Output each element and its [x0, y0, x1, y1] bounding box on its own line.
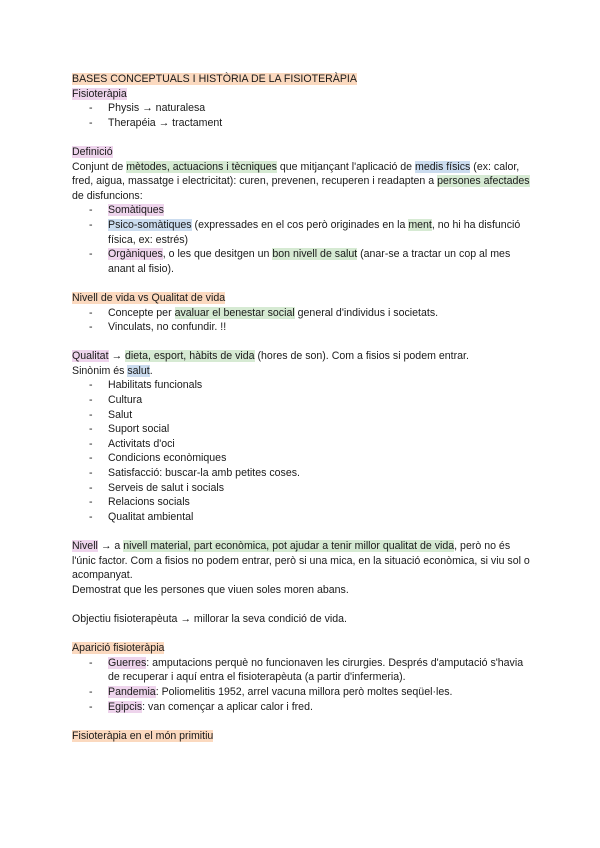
list-item: - Psico-somàtiques (expressades en el cos però originades en la ment, no hi ha disfunció física, ex: estrés)	[72, 218, 534, 247]
fisio-heading: Fisioteràpia	[72, 87, 127, 100]
list-item: - Qualitat ambiental	[72, 510, 534, 525]
list-item: - Concepte per avaluar el benestar social general d'individus i societats.	[72, 306, 534, 321]
definicio-paragraph: Conjunt de mètodes, actuacions i tècniques que mitjançant l'aplicació de medis físics (ex: calor, fred, aigua, massatge i electricitat): curen, prevenen, recuperen i readapten a persones afectades de disfuncions:	[72, 160, 530, 202]
list-item: - Activitats d'oci	[72, 437, 534, 452]
list-item: - Somàtiques	[72, 203, 534, 218]
list-item: - Habilitats funcionals	[72, 378, 534, 393]
nivell-vs-heading: Nivell de vida vs Qualitat de vida	[72, 291, 226, 304]
list-item: - Therapéia → tractament	[72, 116, 534, 131]
list-item: - Condicions econòmiques	[72, 451, 534, 466]
list-item: - Vinculats, no confundir. !!	[72, 320, 534, 335]
list-item: - Salut	[72, 408, 534, 423]
list-item: - Orgàniques, o les que desitgen un bon nivell de salut (anar-se a tractar un cop al mes anant al fisio).	[72, 247, 534, 276]
fisio-list	[72, 101, 534, 130]
document-body	[72, 72, 534, 743]
list-item: - Suport social	[72, 422, 534, 437]
qualitat-paragraph: Qualitat → dieta, esport, hàbits de vida (hores de son). Com a fisios si podem entrar.	[72, 350, 469, 363]
objectiu-line: Objectiu fisioterapèuta → millorar la seva condició de vida.	[72, 612, 347, 625]
qualitat-list	[72, 378, 534, 524]
list-item: - Serveis de salut i socials	[72, 481, 534, 496]
nivell-paragraph: Nivell → a nivell material, part econòmica, pot ajudar a tenir millor qualitat de vida, però no és l'únic factor. Com a fisios no podem entrar, però si una mica, en la situació econòmica, si viu sol o acompanyat.	[72, 540, 530, 582]
document-title: BASES CONCEPTUALS I HISTÒRIA DE LA FISIOTERÀPIA	[72, 73, 357, 85]
list-item: - Guerres: amputacions perquè no funcionaven les cirurgies. Després d'amputació s'havia de recuperar i aquí entra el fisioterapèuta (a partir d'infermeria).	[72, 656, 534, 685]
list-item: - Physis → naturalesa	[72, 101, 534, 116]
aparicio-heading: Aparició fisioteràpia	[72, 642, 165, 655]
list-item: - Satisfacció: buscar-la amb petites coses.	[72, 466, 534, 481]
definicio-heading: Definició	[72, 145, 113, 158]
aparicio-list	[72, 656, 534, 714]
demostrat-line: Demostrat que les persones que viuen soles moren abans.	[72, 583, 349, 596]
primitiu-heading: Fisioteràpia en el món primitiu	[72, 729, 214, 742]
list-item: - Egipcis: van començar a aplicar calor i fred.	[72, 700, 534, 715]
sinonim-line: Sinònim és salut.	[72, 364, 153, 377]
disfuncions-list	[72, 203, 534, 276]
list-item: - Cultura	[72, 393, 534, 408]
list-item: - Pandemia: Poliomelitis 1952, arrel vacuna millora però moltes seqüel·les.	[72, 685, 534, 700]
nivell-vs-list	[72, 306, 534, 335]
list-item: - Relacions socials	[72, 495, 534, 510]
